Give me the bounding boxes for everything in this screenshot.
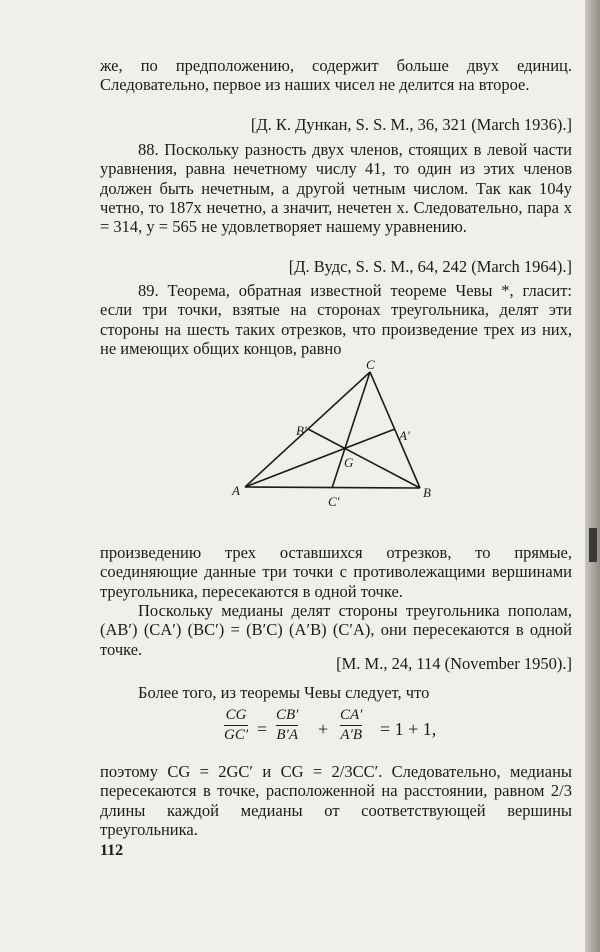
fraction-cb-ba: CB′ B′A (276, 707, 299, 743)
source-citation-1: [Д. К. Дункан, S. S. M., 36, 321 (March 1936).] (250, 115, 572, 134)
conclusion-paragraph: поэтому CG = 2GC′ и CG = 2/3CC′. Следовательно, медианы пересекаются в точке, расположенной на расстоянии, равном 2/3 длины каждой медианы от соответствующей вершины треугольника. (100, 762, 572, 839)
problem-89-continuation: произведению трех оставшихся отрезков, то прямые, соединяющие данные три точки с противолежащими вершинами треугольника, пересекаются в одной точке. (100, 543, 572, 601)
plus-sign: + (318, 719, 329, 739)
page-number: 112 (100, 842, 124, 859)
page-edge-shadow (585, 0, 600, 952)
label-c-prime: C′ (328, 494, 340, 509)
ceva-lead-text: Более того, из теоремы Чевы следует, что (138, 683, 430, 702)
label-c: C (366, 357, 375, 372)
fraction-cg-gc: CG GC′ (224, 707, 249, 743)
paragraph-continuation: же, по предположению, содержит больше двух единиц. Следовательно, первое из наших чисел не делится на второе. (100, 56, 572, 95)
median-a-a1 (245, 429, 395, 487)
label-a: A (232, 483, 240, 498)
formula-rhs: = 1 + 1, (380, 719, 437, 739)
label-b-prime: B′ (296, 423, 307, 438)
source-citation-2: [Д. Вудс, S. S. M., 64, 242 (March 1964).] (288, 257, 572, 276)
problem-89-text: 89. Теорема, обратная известной теореме Чевы *, гласит: если три точки, взятые на сторонах треугольника, делят эти стороны на шесть таких отрезков, что произведение трех из них, не имеющих общих концов, равно (100, 281, 572, 358)
ceva-formula (100, 707, 572, 751)
label-a-prime: A′ (399, 428, 410, 443)
fraction-ca-ab: CA′ A′B (340, 707, 363, 743)
source-citation-3: [M. M., 24, 114 (November 1950).] (336, 654, 572, 673)
medians-paragraph: Поскольку медианы делят стороны треугольника пополам, (AB′) (CA′) (BC′) = (B′C) (A′B) (C′A), они пересекаются в одной точке. (100, 601, 572, 659)
label-b: B (423, 485, 431, 500)
side-bc (370, 372, 420, 488)
label-g: G (344, 455, 354, 470)
problem-88-text: 88. Поскольку разность двух членов, стоящих в левой части уравнения, равна нечетному числу 41, то один из этих членов должен быть нечетным, а другой четным числом. Так как 104y четно, то 187x нечетно, а значит, нечетен x. Следовательно, пара x = 314, y = 565 не удовлетворяет нашему уравнению. (100, 140, 572, 237)
equals-sign: = (257, 719, 268, 739)
page-edge-mark (589, 528, 597, 562)
triangle-diagram (220, 356, 450, 516)
